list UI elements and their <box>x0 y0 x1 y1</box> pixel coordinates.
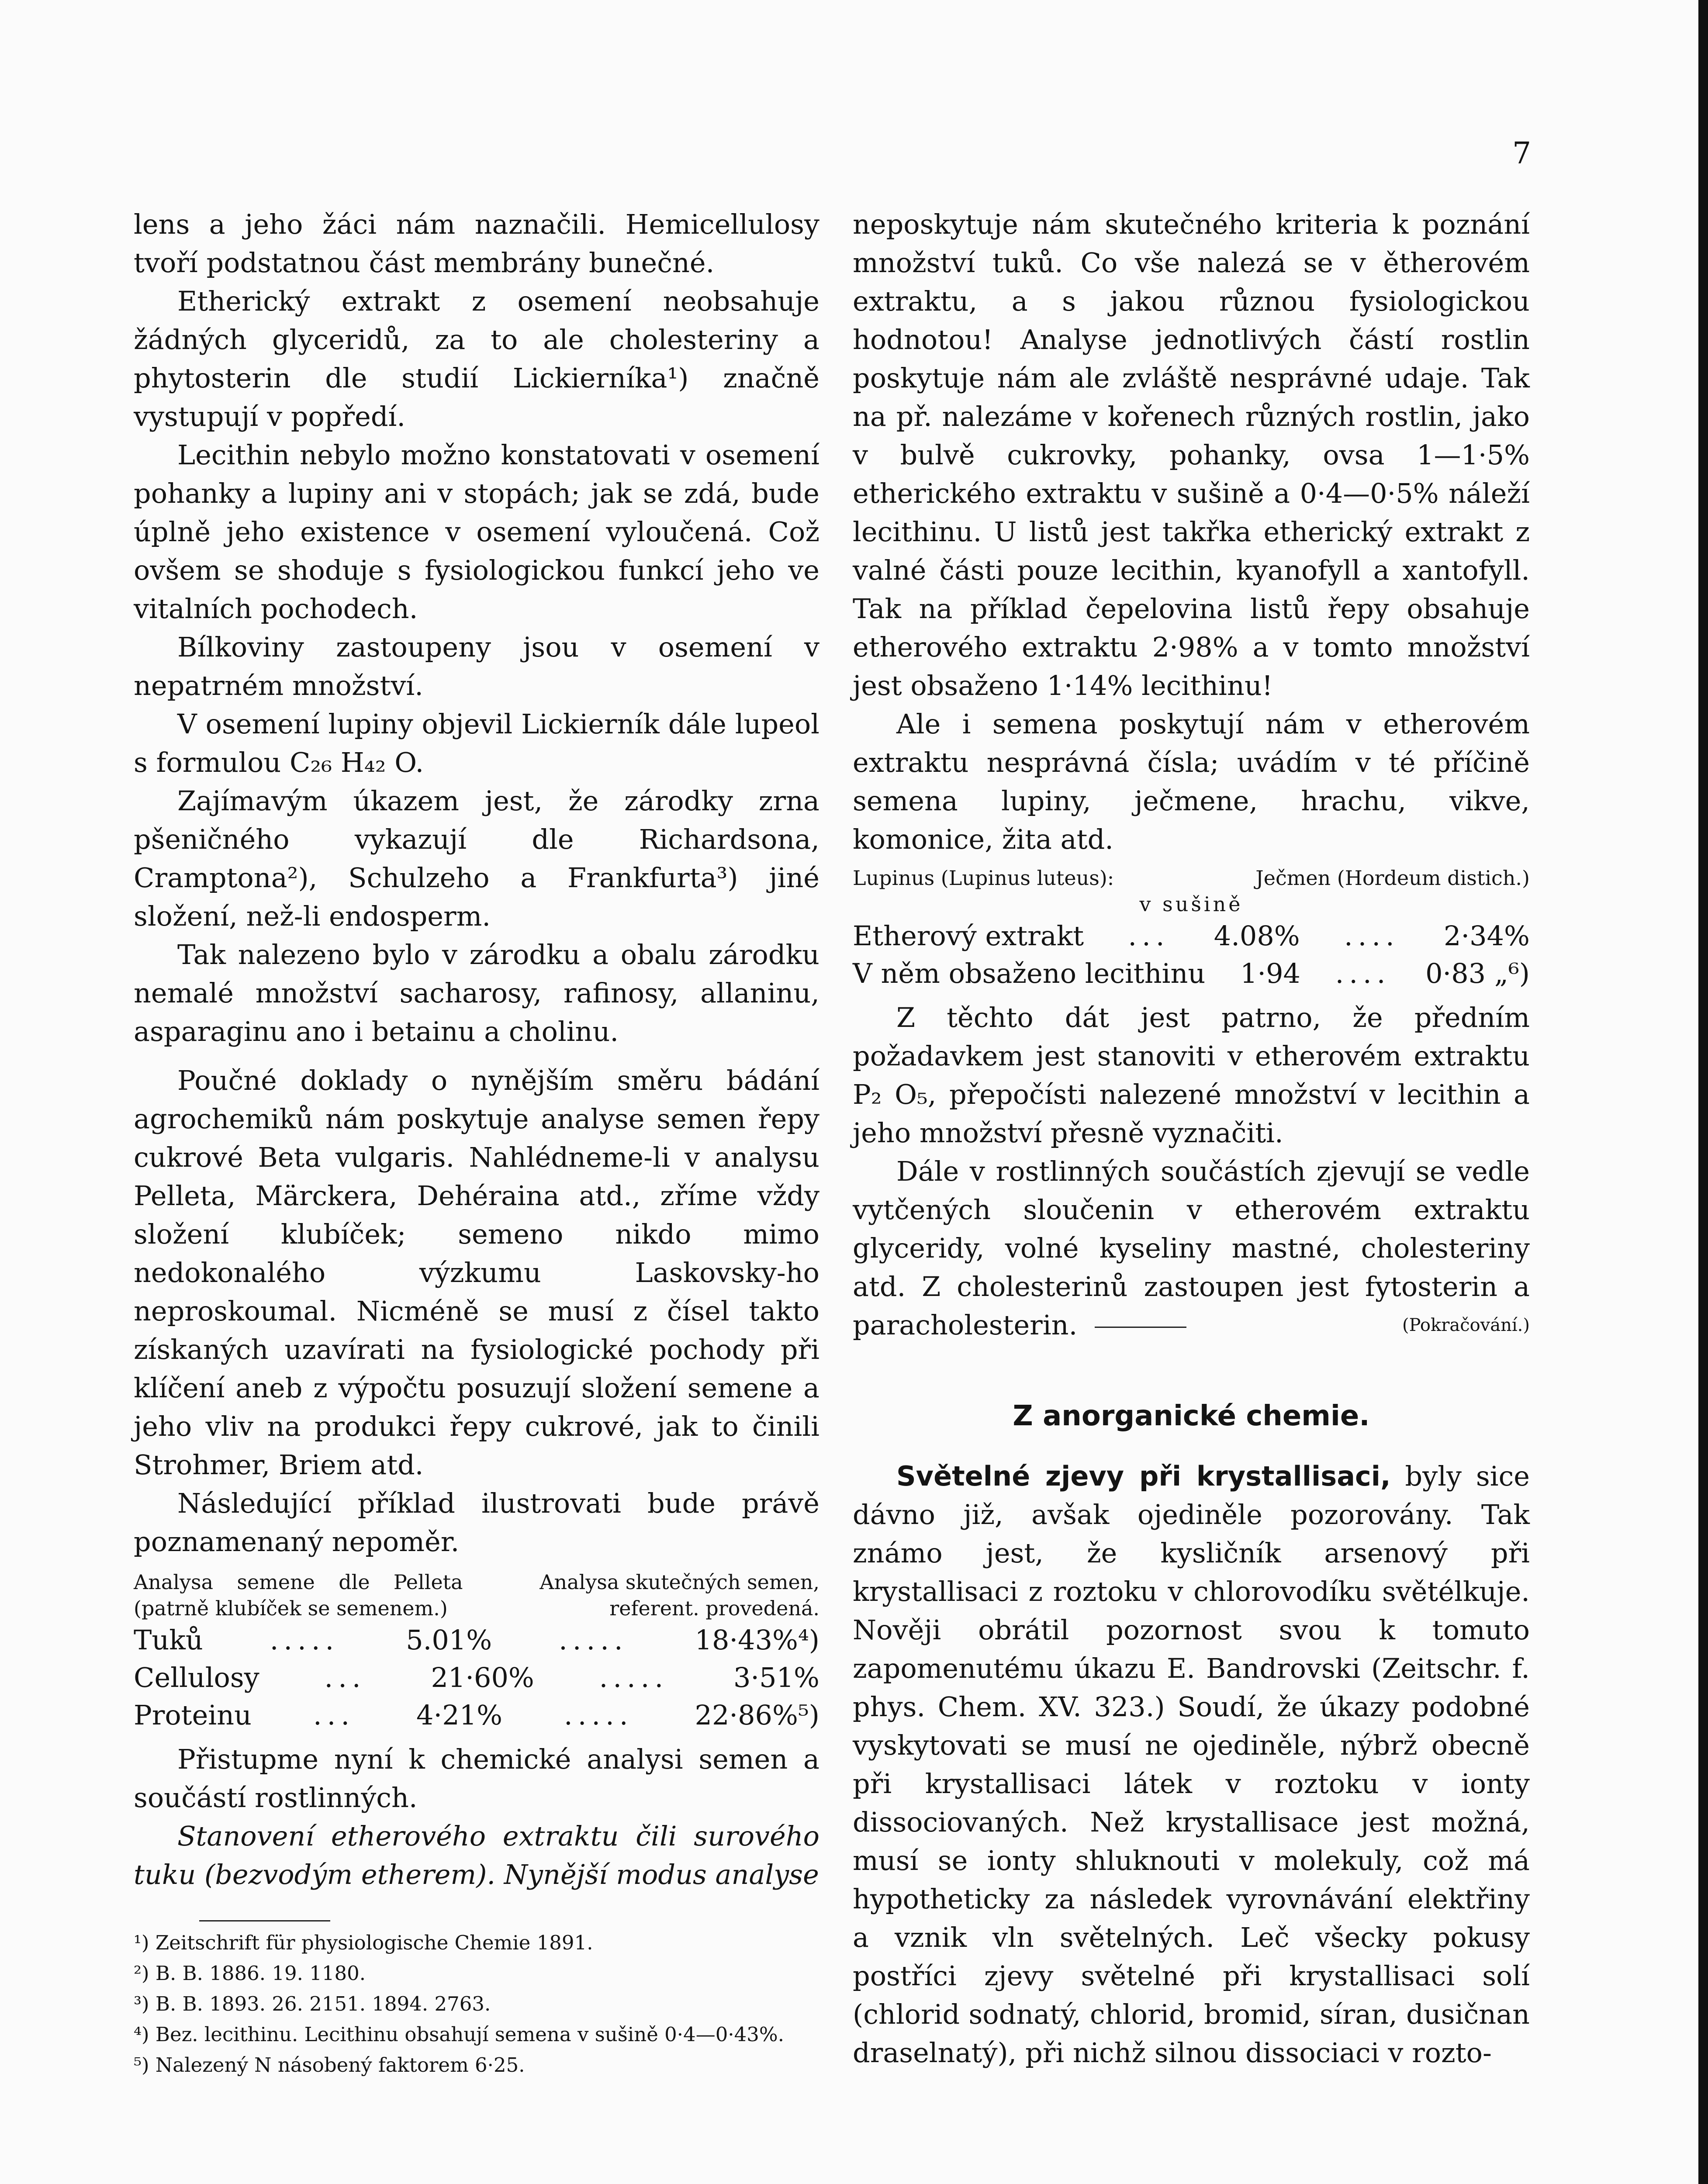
table-header-left: Lupinus (Lupinus luteus): <box>853 866 1114 890</box>
paragraph: lens a jeho žáci nám naznačili. Hemicellulosy tvoří podstatnou část membrány bunečné. <box>134 208 819 279</box>
cell-b: 2·34% <box>1444 920 1530 952</box>
page-number: 7 <box>1512 136 1532 171</box>
cell-a: 21·60% <box>431 1662 534 1693</box>
footnote: ⁵) Nalezený N násobený faktorem 6·25. <box>134 2053 525 2077</box>
paragraph-text: byly sice dávno již, avšak ojediněle pozorovány. Tak známo jest, že kysličník arsenový při krystallisaci z roztoku v chlorovodíku světélkuje. Nověji obrátil pozornost svou k tomuto zapomenutému úkazu E. Bandrovski (Zeitschr. f. phys. Chem. XV. 323.) Soudí, že úkazy podobné vyskytovati se musí ne ojediněle, nýbrž obecně při krystallisaci látek v roztoku v ionty dissociovaných. Než krystallisace jest možná, musí se ionty shluknouti v molekuly, což má hypotheticky za následek vyrovnávání elektřiny a vznik vln světelných. Leč všecky pokusy postříci zjevy světelné při krystallisaci solí (chlorid sodnatý, chlorid, bromid, síran, dusičnan draselnatý), při nichž silnou dissociaci v rozto- <box>853 1460 1530 2069</box>
table-row: Etherový extrakt ... 4.08% .... 2·34% <box>853 917 1530 955</box>
paragraph: Etherický extrakt z osemení neobsahuje žádných glyceridů, za to ale cholesteriny a phytosterin dle studií Lickierníka¹) značně vystupují v popředí. <box>134 285 819 432</box>
cell-b: 18·43%⁴) <box>695 1624 819 1656</box>
table-subheader: v sušině <box>1139 892 1243 916</box>
table-row: V něm obsaženo lecithinu 1·94 .... 0·83 „⁶) <box>853 955 1530 992</box>
cell-a: 4·21% <box>416 1699 503 1731</box>
section-title: Z anorganické chemie. <box>1013 1400 1370 1432</box>
end-rule <box>1095 1327 1186 1328</box>
paragraph <box>853 1152 1530 1344</box>
row-label: Etherový extrakt <box>853 920 1084 952</box>
cell-b: 22·86%⁵) <box>695 1699 819 1731</box>
footnote-rule <box>199 1920 330 1921</box>
row-label: Cellulosy <box>134 1662 259 1693</box>
paragraph: Tak nalezeno bylo v zárodku a obalu zárodku nemalé množství sacharosy, rafinosy, allaninu, asparaginu ano i betainu a cholinu. <box>134 939 819 1047</box>
table-row: Tuků ..... 5.01% ..... 18·43%⁴) <box>134 1621 819 1659</box>
cell-b: 0·83 „⁶) <box>1425 957 1530 989</box>
paragraph: neposkytuje nám skutečného kriteria k poznání množství tuků. Co vše nalezá se v ětherovém extraktu, a s jakou různou fysiologickou hodnotou! Analyse jednotlivých částí rostlin poskytuje nám ale zvláště nesprávné udaje. Tak na př. nalezáme v kořenech různých rostlin, jako v bulvě cukrovky, pohanky, ovsa 1—1·5% etherického extraktu v sušině a 0·4—0·5% náleží lecithinu. U listů jest takřka etherický extrakt z valné části pouze lecithin, kyanofyll a xantofyll. Tak na příklad čepelovina listů řepy obsahuje etherového extraktu 2·98% a v tomto množství jest obsaženo 1·14% lecithinu! <box>853 208 1530 702</box>
table-header-right: Ječmen (Hordeum distich.) <box>1255 866 1530 890</box>
paragraph: Lecithin nebylo možno konstatovati v osemení pohanky a lupiny ani v stopách; jak se zdá, bude úplně jeho existence v osemení vyloučená. Což ovšem se shoduje s fysiologickou funkcí jeho ve vitalních pochodech. <box>134 439 819 625</box>
row-label: Tuků <box>134 1624 203 1656</box>
row-label: V něm obsaženo lecithinu <box>853 957 1206 989</box>
table-row: Cellulosy ... 21·60% ..... 3·51% <box>134 1659 819 1697</box>
footnote: ²) B. B. 1886. 19. 1180. <box>134 1962 366 1985</box>
cell-a: 1·94 <box>1240 957 1300 989</box>
footnote: ⁴) Bez. lecithinu. Lecithinu obsahují semena v sušině 0·4—0·43%. <box>134 2023 784 2046</box>
row-label: Proteinu <box>134 1699 252 1731</box>
paragraph: Poučné doklady o nynějším směru bádání agrochemiků nám poskytuje analyse semen řepy cukrové Beta vulgaris. Nahlédneme-li v analysu Pelleta, Märckera, Dehéraina atd., zříme vždy složení klubíček; semeno nikdo mimo nedokonalého výzkumu Laskovsky-ho neproskoumal. Nicméně se musí z čísel takto získaných uzavírati na fysiologické pochody při klíčení aneb z výpočtu posuzují složení semene a jeho vliv na produkci řepy cukrové, jak to činili Strohmer, Briem atd. <box>134 1064 819 1481</box>
paragraph: Z těchto dát jest patrno, že předním požadavkem jest stanoviti v etherovém extraktu P₂ O₅, přepočísti nalezené množství v lecithin a jeho množství přesně vyznačiti. <box>853 1002 1530 1149</box>
paragraph: Bílkoviny zastoupeny jsou v osemení v nepatrném množství. <box>134 631 819 702</box>
footnote: ³) B. B. 1893. 26. 2151. 1894. 2763. <box>134 1992 491 2015</box>
paragraph: Zajímavým úkazem jest, že zárodky zrna pšeničného vykazují dle Richardsona, Cramptona²), Schulzeho a Frankfurta³) jiné složení, než-li endosperm. <box>134 785 819 932</box>
table-header-left: Analysa semene dle Pelleta (patrně klubíček se semenem.) <box>134 1570 463 1620</box>
paragraph: V osemení lupiny objevil Lickierník dále lupeol s formulou C₂₆ H₄₂ O. <box>134 708 819 778</box>
cell-a: 5.01% <box>406 1624 492 1656</box>
lecithin-table <box>853 917 1530 992</box>
right-column <box>853 205 1530 2072</box>
paragraph: Následující příklad ilustrovati bude právě poznamenaný nepoměr. <box>134 1487 819 1558</box>
paragraph-text: Dále v rostlinných součástích zjevují se vedle vytčených sloučenin v etherovém extraktu glyceridy, volné kyseliny mastné, cholesteriny atd. Z cholesterinů zastoupen jest fytosterin a paracholesterin. <box>853 1155 1530 1341</box>
paragraph: Přistupme nyní k chemické analysi semen a součástí rostlinných. <box>134 1743 819 1814</box>
cell-b: 3·51% <box>733 1662 819 1693</box>
lecithin-table-header <box>853 865 1530 891</box>
analysis-table <box>134 1621 819 1734</box>
cell-a: 4.08% <box>1214 920 1300 952</box>
left-column <box>134 205 819 2080</box>
table-row: Proteinu ... 4·21% ..... 22·86%⁵) <box>134 1697 819 1734</box>
continued-note: (Pokračování.) <box>1402 1315 1530 1335</box>
table-header-right: Analysa skutečných semen, referent. provedená. <box>539 1570 819 1620</box>
paragraph: Stanovení etherového extraktu čili surového tuku (bezvodým etherem). Nynější modus analyse <box>134 1820 819 1890</box>
paragraph: Ale i semena poskytují nám v etherovém extraktu nesprávná čísla; uvádím v té příčině semena lupiny, ječmene, hrachu, vikve, komonice, žita atd. <box>853 708 1530 855</box>
paragraph <box>853 1457 1530 2072</box>
analysis-table-header <box>134 1569 819 1621</box>
paragraph-lead: Světelné zjevy při krystallisaci, <box>896 1460 1391 1492</box>
scan-edge-right <box>1698 0 1708 2184</box>
footnote: ¹) Zeitschrift für physiologische Chemie 1891. <box>134 1931 593 1954</box>
